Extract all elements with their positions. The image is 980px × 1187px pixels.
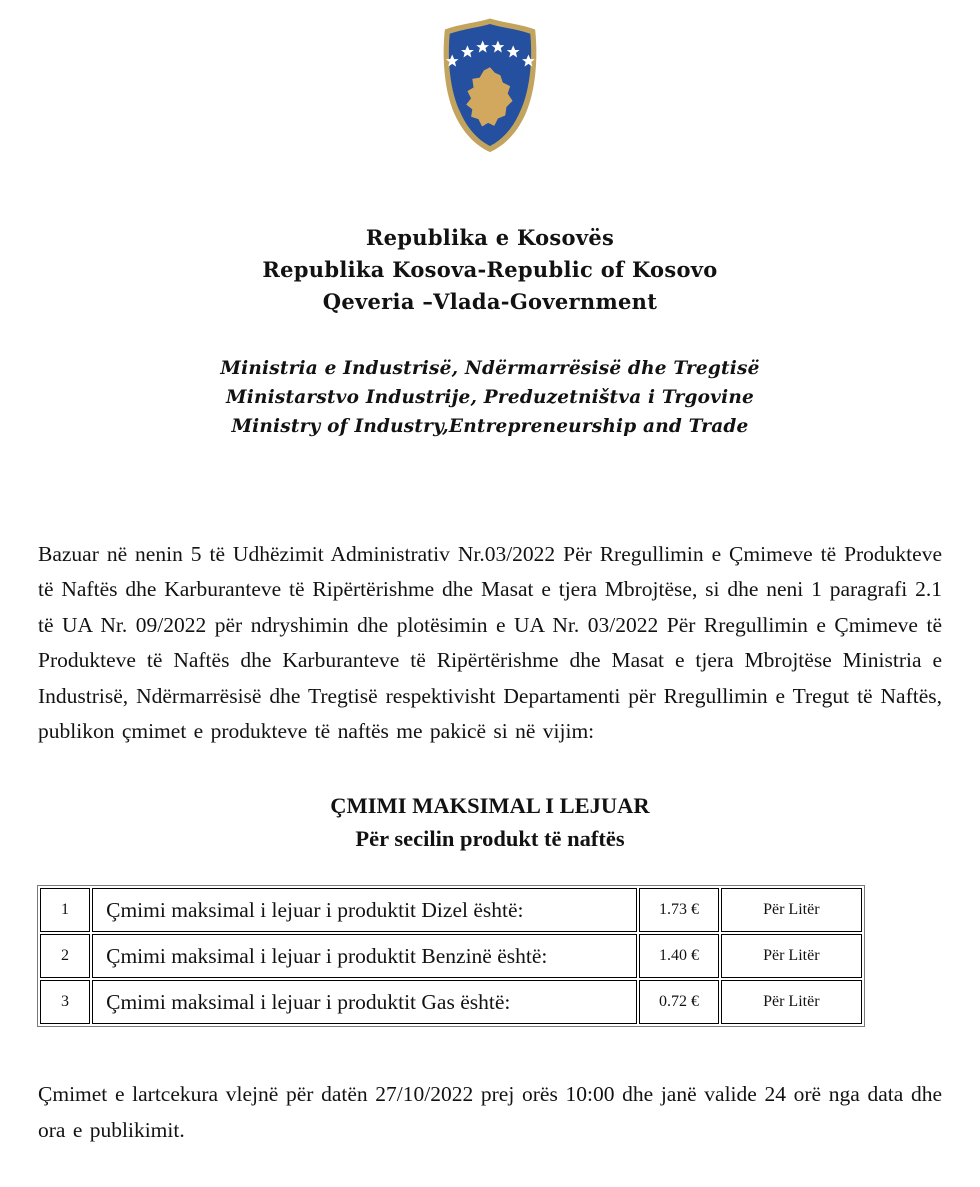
ministry-line-serbian: Ministarstvo Industrije, Preduzetništva i Trgovine	[226, 387, 754, 408]
republic-title-block	[0, 222, 980, 318]
table-row	[40, 980, 862, 1024]
price-table	[37, 885, 865, 1027]
ministry-line-albanian: Ministria e Industrisë, Ndërmarrësisë dhe Tregtisë	[220, 358, 760, 379]
row-price-cell: 0.72 €	[639, 980, 718, 1024]
intro-paragraph: Bazuar në nenin 5 të Udhëzimit Administrativ Nr.03/2022 Për Rregullimin e Çmimeve të Produkteve të Naftës dhe Karburanteve të Ripërtërishme dhe Masat e tjera Mbrojtëse, si dhe neni 1 paragrafi 2.1 të UA Nr. 09/2022 për ndryshimin dhe plotësimin e UA Nr. 03/2022 Për Rregullimin e Çmimeve të Produkteve të Naftës dhe Karburanteve të Ripërtërishme dhe Masat e tjera Mbrojtëse Ministria e Industrisë, Ndërmarrësisë dhe Tregtisë respektivisht Departamenti për Rregullimin e Tregut të Naftës, publikon çmimet e produkteve të naftës me pakicë si në vijim:	[38, 542, 942, 744]
row-description-cell: Çmimi maksimal i lejuar i produktit Dizel është:	[92, 888, 637, 932]
row-price-cell: 1.73 €	[639, 888, 718, 932]
table-row	[40, 888, 862, 932]
title-line-government: Qeveria –Vlada-Government	[322, 289, 658, 314]
title-line-albanian: Republika e Kosovës	[365, 225, 615, 250]
row-price-cell: 1.40 €	[639, 934, 718, 978]
row-unit-cell: Për Litër	[721, 888, 862, 932]
kosovo-emblem	[0, 0, 980, 162]
title-line-bilingual: Republika Kosova-Republic of Kosovo	[262, 257, 718, 282]
row-description-cell: Çmimi maksimal i lejuar i produktit Gas është:	[92, 980, 637, 1024]
row-number-cell: 3	[40, 980, 90, 1024]
price-table-wrap	[37, 885, 942, 1027]
row-number-cell: 1	[40, 888, 90, 932]
section-subtitle: Për secilin produkt të naftës	[355, 826, 625, 852]
section-title: ÇMIMI MAKSIMAL I LEJUAR	[330, 793, 650, 819]
row-unit-cell: Për Litër	[721, 980, 862, 1024]
table-row	[40, 934, 862, 978]
section-heading	[0, 789, 980, 855]
row-unit-cell: Për Litër	[721, 934, 862, 978]
row-description-cell: Çmimi maksimal i lejuar i produktit Benzinë është:	[92, 934, 637, 978]
ministry-line-english: Ministry of Industry,Entrepreneurship and Trade	[231, 416, 749, 437]
price-table-body	[40, 888, 862, 1024]
kosovo-coat-of-arms-icon	[429, 13, 551, 157]
row-number-cell: 2	[40, 934, 90, 978]
ministry-title-block	[0, 354, 980, 441]
closing-paragraph: Çmimet e lartcekura vlejnë për datën 27/10/2022 prej orës 10:00 dhe janë valide 24 orë nga data dhe ora e publikimit.	[38, 1082, 942, 1142]
